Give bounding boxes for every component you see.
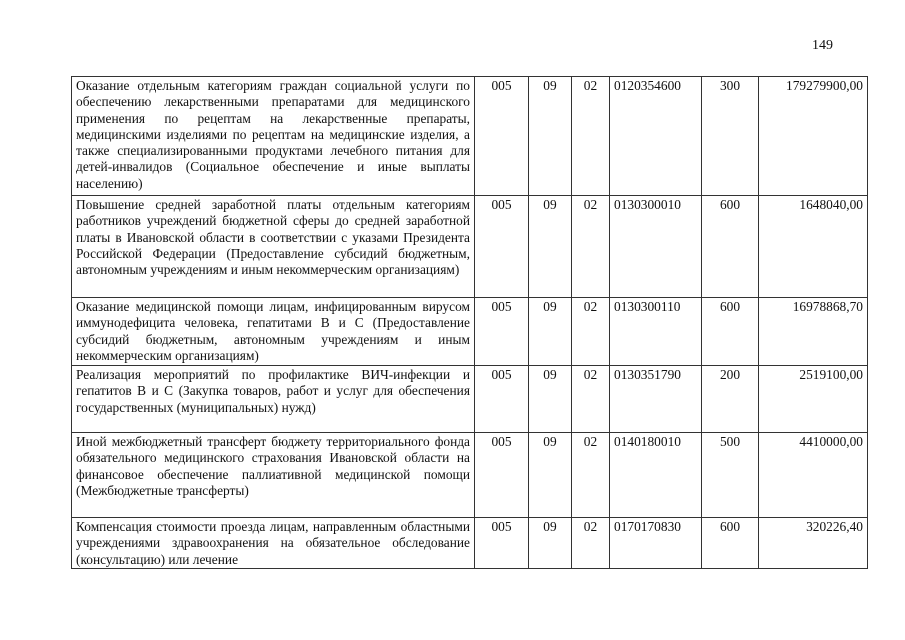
table-row [72,77,868,196]
row-name: Оказание отдельным категориям граждан социальной услуги по обеспечению лекарственными препаратами для медицинского применения по рецептам на лекарственные препараты, медицинскими изделиями по рецептам на медицинские изделия, а также специализированными продуктами лечебного питания для детей-инвалидов (Социальное обеспечение и иные выплаты населению) [72,77,475,196]
amount: 16978868,70 [759,298,868,366]
budget-allocation-table [71,76,868,569]
section-code: 09 [529,77,572,196]
table-row [72,196,868,298]
expense-type-code: 600 [702,196,759,298]
expense-type-code: 600 [702,298,759,366]
section-code: 09 [529,196,572,298]
table-row [72,366,868,433]
target-article-code: 0120354600 [610,77,702,196]
ministry-code: 005 [475,518,529,569]
section-code: 09 [529,518,572,569]
amount: 320226,40 [759,518,868,569]
table-row [72,433,868,518]
target-article-code: 0140180010 [610,433,702,518]
row-name: Реализация мероприятий по профилактике ВИЧ-инфекции и гепатитов B и C (Закупка товаров, работ и услуг для обеспечения государственных (муниципальных) нужд) [72,366,475,433]
subsection-code: 02 [572,77,610,196]
row-name: Иной межбюджетный трансферт бюджету территориального фонда обязательного медицинского страхования Ивановской области на финансовое обеспечение паллиативной медицинской помощи (Межбюджетные трансферты) [72,433,475,518]
subsection-code: 02 [572,298,610,366]
subsection-code: 02 [572,518,610,569]
section-code: 09 [529,433,572,518]
expense-type-code: 500 [702,433,759,518]
ministry-code: 005 [475,366,529,433]
row-name: Повышение средней заработной платы отдельным категориям работников учреждений бюджетной сферы до средней заработной платы в Ивановской области в соответствии с указами Президента Российской Федерации (Предоставление субсидий бюджетным, автономным учреждениям и иным некоммерческим организациям) [72,196,475,298]
ministry-code: 005 [475,196,529,298]
amount: 4410000,00 [759,433,868,518]
ministry-code: 005 [475,298,529,366]
page-number: 149 [812,38,833,53]
expense-type-code: 200 [702,366,759,433]
section-code: 09 [529,298,572,366]
target-article-code: 0130300110 [610,298,702,366]
amount: 179279900,00 [759,77,868,196]
table-row [72,298,868,366]
ministry-code: 005 [475,77,529,196]
row-name: Компенсация стоимости проезда лицам, направленным областными учреждениями здравоохранения на обязательное обследование (консультацию) или лечение [72,518,475,569]
subsection-code: 02 [572,433,610,518]
expense-type-code: 300 [702,77,759,196]
table-row [72,518,868,569]
subsection-code: 02 [572,366,610,433]
target-article-code: 0130351790 [610,366,702,433]
amount: 2519100,00 [759,366,868,433]
row-name: Оказание медицинской помощи лицам, инфицированным вирусом иммунодефицита человека, гепатитами B и C (Предоставление субсидий бюджетным, автономным учреждениям и иным некоммерческим организациям) [72,298,475,366]
target-article-code: 0170170830 [610,518,702,569]
target-article-code: 0130300010 [610,196,702,298]
section-code: 09 [529,366,572,433]
ministry-code: 005 [475,433,529,518]
expense-type-code: 600 [702,518,759,569]
subsection-code: 02 [572,196,610,298]
amount: 1648040,00 [759,196,868,298]
